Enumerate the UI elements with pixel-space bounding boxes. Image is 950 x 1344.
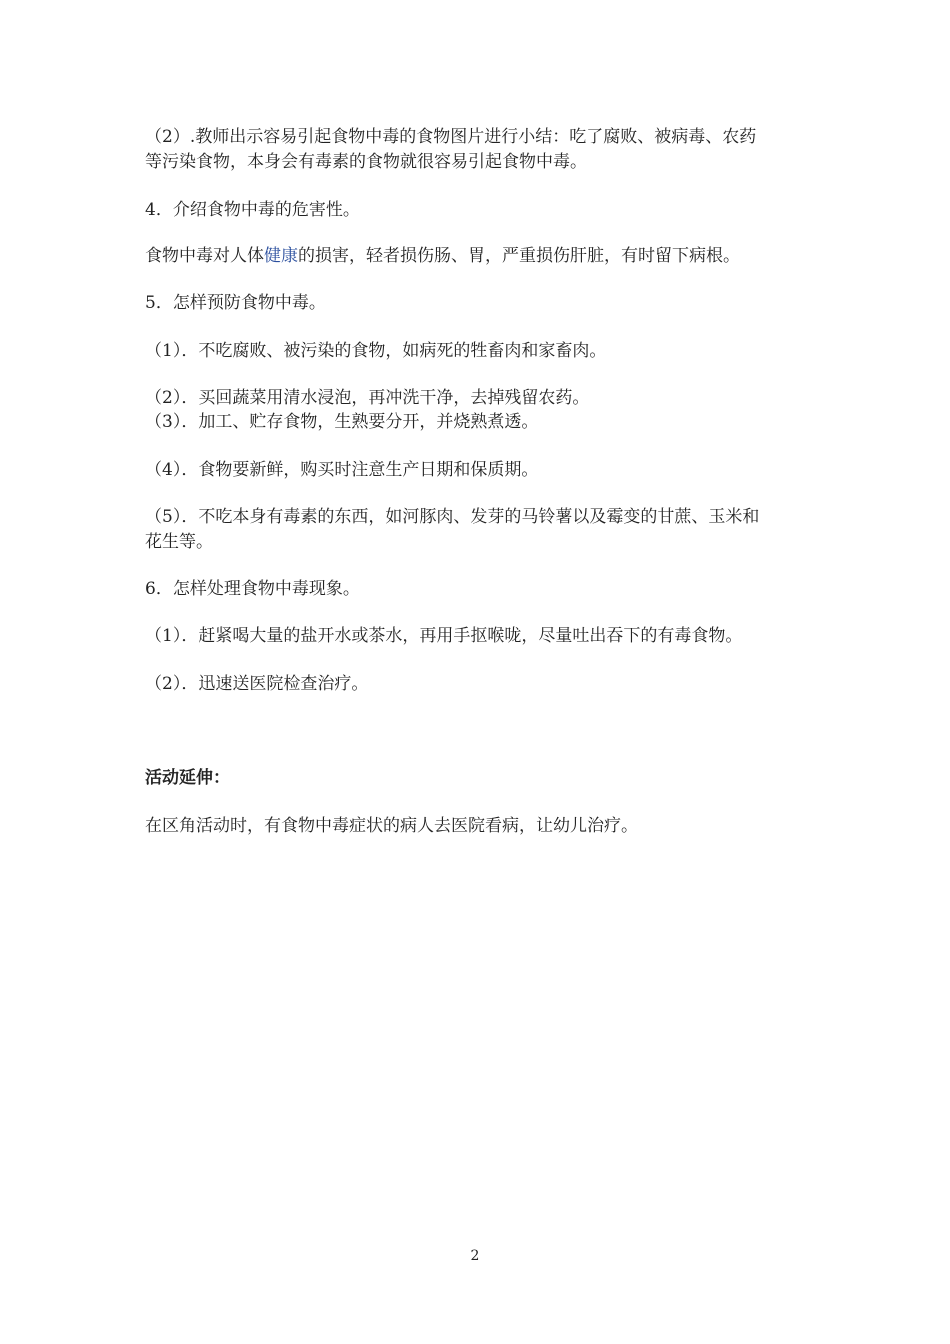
activity-extension-text: 在区角活动时，有食物中毒症状的病人去医院看病，让幼儿治疗。 (145, 816, 638, 836)
page-number: 2 (470, 1248, 480, 1264)
paragraph-summary-line-1: （2）.教师出示容易引起食物中毒的食物图片进行小结：吃了腐败、被病毒、农药 (145, 127, 757, 147)
section-6-heading: 6．怎样处理食物中毒现象。 (145, 579, 360, 599)
activity-extension-heading: 活动延伸： (145, 768, 230, 788)
treatment-item-1: （1）．赶紧喝大量的盐开水或茶水，再用手抠喉咙，尽量吐出吞下的有毒食物。 (145, 626, 743, 646)
treatment-item-2: （2）．迅速送医院检查治疗。 (145, 674, 369, 694)
prevention-item-5-line-2: 花生等。 (145, 532, 213, 552)
prevention-item-2: （2）．买回蔬菜用清水浸泡，再冲洗干净，去掉残留农药。 (145, 388, 590, 408)
paragraph-harm (145, 244, 815, 268)
prevention-item-3: （3）．加工、贮存食物，生熟要分开，并烧熟煮透。 (145, 412, 539, 432)
health-link[interactable]: 健康 (264, 246, 298, 266)
paragraph-harm-text-after: 的损害，轻者损伤肠、胃，严重损伤肝脏，有时留下病根。 (298, 246, 740, 266)
paragraph-summary-line-2: 等污染食物，本身会有毒素的食物就很容易引起食物中毒。 (145, 152, 587, 172)
paragraph-harm-text-before: 食物中毒对人体 (145, 246, 264, 266)
prevention-item-1: （1）．不吃腐败、被污染的食物，如病死的牲畜肉和家畜肉。 (145, 341, 607, 361)
section-4-heading: 4．介绍食物中毒的危害性。 (145, 200, 360, 220)
prevention-item-5-line-1: （5）．不吃本身有毒素的东西，如河豚肉、发芽的马铃薯以及霉变的甘蔗、玉米和 (145, 507, 760, 527)
section-5-heading: 5．怎样预防食物中毒。 (145, 293, 326, 313)
prevention-item-4: （4）．食物要新鲜，购买时注意生产日期和保质期。 (145, 460, 539, 480)
